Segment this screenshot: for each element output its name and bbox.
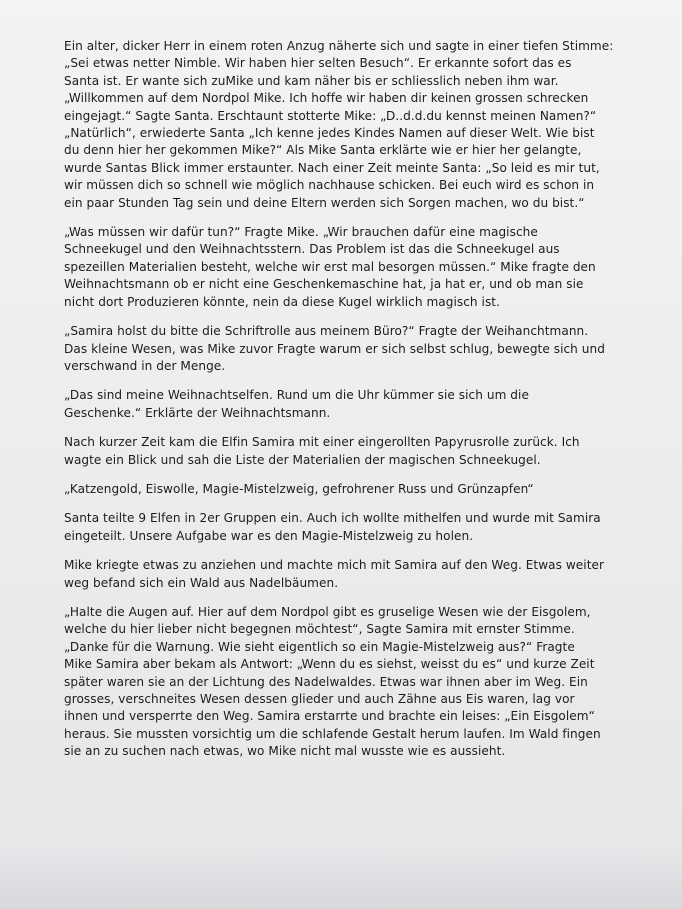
- paragraph: [64, 604, 616, 761]
- text-line: eingejagt.“ Sagte Santa. Erschtaunt stotterte Mike: „D..d.d.du kennst meinen Namen?“: [64, 108, 597, 123]
- text-line: weg befand sich ein Wald aus Nadelbäumen.: [64, 575, 339, 590]
- text-line: Weihnachtsmann ob er nicht eine Geschenkemaschine hat, ja hat er, und ob man sie: [64, 277, 584, 292]
- paragraph: [64, 224, 616, 311]
- text-line: nicht dort Produzieren könnte, nein da diese Kugel wirklich magisch ist.: [64, 294, 500, 309]
- text-line: Geschenke.“ Erklärte der Weihnachtsmann.: [64, 405, 331, 420]
- text-line: „Danke für die Warnung. Wie sieht eigentlich so ein Magie-Mistelzweig aus?“ Fragte: [64, 639, 575, 654]
- text-line: „Samira holst du bitte die Schriftrolle aus meinem Büro?“ Fragte der Weihanchtmann.: [64, 324, 589, 339]
- paragraph: [64, 38, 616, 212]
- paragraph: [64, 481, 616, 498]
- paragraph: [64, 510, 616, 545]
- text-line: wagte ein Blick und sah die Liste der Materialien der magischen Schneekugel.: [64, 452, 541, 467]
- text-line: später waren sie an der Lichtung des Nadelwaldes. Etwas war ihnen aber im Weg. Ein: [64, 674, 588, 689]
- text-line: Santa ist. Er wante sich zuMike und kam näher bis er schliesslich neben ihm war.: [64, 73, 559, 88]
- text-line: heraus. Sie mussten vorsichtig um die schlafende Gestalt herum laufen. Im Wald fingen: [64, 726, 601, 741]
- page-shadow: [0, 849, 682, 909]
- text-line: wurde Santas Blick immer erstaunter. Nach einer Zeit meinte Santa: „So leid es mir tut,: [64, 160, 600, 175]
- paragraph: [64, 434, 616, 469]
- text-line: Mike Samira aber bekam als Antwort: „Wenn du es siehst, weisst du es“ und kurze Zeit: [64, 657, 595, 672]
- text-line: Schneekugel und den Weihnachtsstern. Das Problem ist das die Schneekugel aus: [64, 242, 560, 257]
- text-line: „Das sind meine Weihnachtselfen. Rund um die Uhr kümmer sie sich um die: [64, 388, 529, 403]
- paragraph: [64, 557, 616, 592]
- text-line: „Sei etwas netter Nimble. Wir haben hier selten Besuch“. Er erkannte sofort das es: [64, 56, 572, 71]
- story-text: [64, 38, 616, 773]
- text-line: Nach kurzer Zeit kam die Elfin Samira mit einer eingerollten Papyrusrolle zurück. Ich: [64, 435, 580, 450]
- text-line: Das kleine Wesen, was Mike zuvor Fragte warum er sich selbst schlug, bewegte sich und: [64, 341, 605, 356]
- paragraph: [64, 323, 616, 375]
- text-line: du denn hier her gekommen Mike?“ Als Mike Santa erklärte wie er hier her gelangte,: [64, 143, 582, 158]
- text-line: „Was müssen wir dafür tun?“ Fragte Mike. „Wir brauchen dafür eine magische: [64, 225, 538, 240]
- text-line: Ein alter, dicker Herr in einem roten Anzug näherte sich und sagte in einer tiefen Stimme:: [64, 39, 614, 53]
- text-line: „Katzengold, Eiswolle, Magie-Mistelzweig, gefrohrener Russ und Grünzapfen“: [64, 481, 534, 496]
- text-line: ihnen und versperrte den Weg. Samira erstarrte und brachte ein leises: „Ein Eisgolem“: [64, 709, 595, 724]
- text-line: sie an zu suchen nach etwas, wo Mike nicht mal wusste wie es aussieht.: [64, 744, 506, 759]
- text-line: wir müssen dich so schnell wie möglich nachhause schicken. Bei euch wird es schon in: [64, 178, 595, 193]
- text-line: „Halte die Augen auf. Hier auf dem Nordpol gibt es gruselige Wesen wie der Eisgolem,: [64, 604, 591, 619]
- text-line: Santa teilte 9 Elfen in 2er Gruppen ein. Auch ich wollte mithelfen und wurde mit Samira: [64, 511, 601, 526]
- text-line: grosses, verschneites Wesen dessen glieder und auch Zähne aus Eis waren, lag vor: [64, 692, 575, 706]
- text-line: eingeteilt. Unsere Aufgabe war es den Magie-Mistelzweig zu holen.: [64, 528, 474, 543]
- text-line: ein paar Stunden Tag sein und deine Eltern werden sich Sorgen machen, wo du bist.“: [64, 195, 585, 210]
- text-line: „Natürlich“, erwiederte Santa „Ich kenne jedes Kindes Namen auf dieser Welt. Wie bist: [64, 126, 595, 141]
- text-line: „Willkommen auf dem Nordpol Mike. Ich hoffe wir haben dir keinen grossen schrecken: [64, 91, 589, 106]
- text-line: verschwand in der Menge.: [64, 358, 226, 373]
- text-line: spezeillen Materialien besteht, welche wir erst mal besorgen müssen.“ Mike fragte den: [64, 259, 596, 274]
- text-line: Mike kriegte etwas zu anziehen und machte mich mit Samira auf den Weg. Etwas weiter: [64, 558, 605, 573]
- text-line: welche du hier lieber nicht begegnen möchtest“, Sagte Samira mit ernster Stimme.: [64, 622, 575, 637]
- paragraph: [64, 387, 616, 422]
